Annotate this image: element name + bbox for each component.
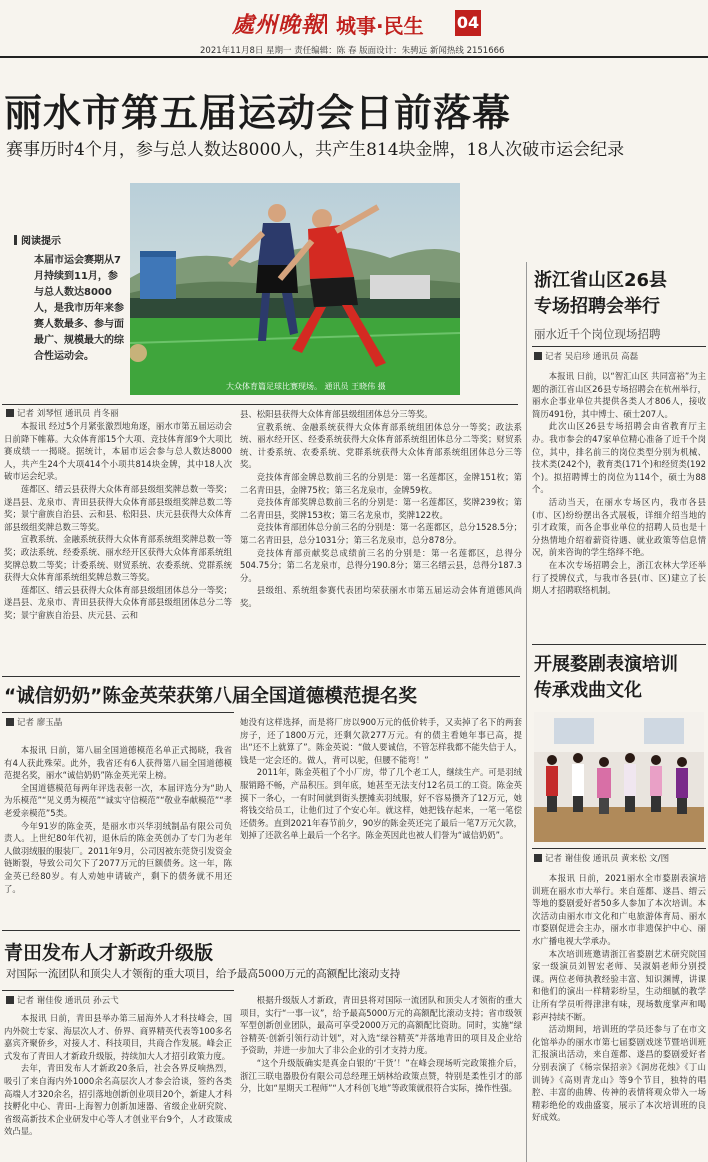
lead-paragraph: 县级组、系统组参赛代表团均荣获丽水市第五届运动会体育道德风尚奖。 (240, 585, 522, 608)
lead-paragraph: 本报讯 经过5个月紧张激烈地角逐，丽水市第五届运动会日前降下帷幕。大众体育部15个大项、竞技体育部9个大项比赛成绩一一揭晓。据统计，本届市运会参与总人数达8000人，共产生24个大项414个小项共814块金牌，其中18人次破市运会纪录。 (4, 421, 232, 482)
section-title: 城事·民生 (336, 14, 424, 38)
sidebar1-body (532, 370, 706, 638)
lead-paragraph: 宣教系统、金融系统获得大众体育部系统组奖牌总数一等奖；政法系统、经委系统、丽水经开区获得大众体育部系统组奖牌总数二等奖；计委系统、财贸系统、农委系统、党群系统获得大众体育部系统组奖牌总数三等奖。 (4, 534, 232, 583)
story2-paragraph: 全国道德模范每两年评选表彰一次，本届评选分为“助人为乐模范”“见义勇为模范”“诚实守信模范”“敬业奉献模范”“孝老爱亲模范”5类。 (4, 782, 232, 818)
byline-marker-icon (6, 409, 14, 417)
lead-paragraph: 竞技体育部奖牌总数前三名的分别是：第一名莲都区，奖牌239枚；第二名青田县，奖牌153枚；第三名龙泉市，奖牌122枚。 (240, 497, 522, 520)
sidebar2-paragraph: 本报讯 日前，2021丽水全市婺剧表演培训班在丽水市大举行。来自莲都、遂昌、缙云等地的婺剧爱好者50多人参加了本次培训。本次活动由丽水市文化和广电旅游体育局、丽水市婺剧促进会主办，丽水市非遗保护中心、丽水广播电视大学承办。 (532, 873, 706, 946)
lead-byline: 记者 刘琴恒 通讯员 肖冬丽 (6, 407, 119, 419)
sidebar1-paragraph: 在本次专场招聘会上，浙江农林大学还举行了授牌仪式，与我市各县(市、区)建立了长期人才招聘联络机制。 (532, 559, 706, 596)
story3-headline: 青田发布人才新政升级版 (4, 942, 214, 964)
issue-info: 2021年11月8日 星期一 责任编辑：陈 春 版面设计：朱骋远 新闻热线 2151666 (200, 46, 505, 56)
newspaper-logo: 處州晚報 (232, 12, 325, 38)
sidebar1-paragraph: 本报讯 日前，以“智汇山区 共同富裕”为主题的浙江省山区26县专场招聘会在杭州举行，丽水企事业单位共提供各类人才806人，接收简历491份，其中博士、硕士207人。 (532, 371, 706, 419)
lead-subheadline: 赛事历时4个月，参与总人数达8000人，共产生814块金牌，18人次破市运会纪录 (6, 140, 625, 160)
photo-caption: 大众体育篇足球比赛现场。 通讯员 王晓伟 摄 (226, 382, 386, 391)
lead-paragraph: 宣教系统、金融系统获得大众体育部系统组团体总分一等奖；政法系统、丽水经开区、经委系统获得大众体育部系统组团体总分二等奖；财贸系统、计委系统、农委系统、党群系统获得大众体育部系统组团体总分三等奖。 (240, 421, 522, 470)
sidebar1-byline: 记者 吴启珍 通讯员 高磊 (534, 350, 638, 362)
story2-byline: 记者 廖玉晶 (6, 716, 62, 728)
sidebar1-rule (532, 346, 706, 347)
sidebar1-subheadline: 丽水近千个岗位现场招聘 (534, 327, 661, 341)
sidebar1-paragraph: 活动当天，在丽水专场区内，我市各县(市、区)纷纷摆出各式展板，详细介绍当地的引才政策，而各企事业单位的招聘人员也是十分热情地介绍着薪资待遇、就业政策等信息情况，前来咨询的学生络绎不绝。 (532, 496, 706, 558)
sidebar2-body (532, 872, 706, 1160)
opera-training-photo (534, 712, 704, 842)
story3-top-rule (2, 930, 520, 931)
story3-column-1 (4, 1012, 232, 1160)
byline-marker-icon (534, 854, 542, 862)
story3-byline: 记者 谢佳俊 通讯员 孙云弋 (6, 994, 119, 1006)
story2-top-rule (2, 676, 520, 677)
byline-marker-icon (6, 996, 14, 1004)
story2-column-2 (240, 716, 522, 926)
lead-paragraph: 竞技体育部金牌总数前三名的分别是：第一名莲都区，金牌151枚；第二名青田县，金牌75枚；第三名龙泉市，金牌59枚。 (240, 471, 522, 495)
sidebar1-paragraph: 此次山区26县专场招聘会由省教育厅主办。我市参会的47家单位精心准备了近千个岗位，其中，排名前三的岗位类型分别为机械、技术类(242个)，教育类(171个)和经贸类(192个)。拟招聘博士的岗位为114个，硕士为88个。 (532, 421, 706, 495)
story3-paragraph: “这个升级版确实是真金白银的‘干货’！”在峰会现场听完政策推介后，浙江三联电器股份有限公司总经理王炳林给政策点赞，特别是柔性引才的部分，比如“星期天工程师”“人才科创飞地”等政策就很符合实际，操作性强。 (240, 1057, 522, 1094)
story2-column-1 (4, 744, 232, 924)
lead-paragraph: 竞技体育部贡献奖总成绩前三名的分别是：第一名莲都区，总得分504.75分；第二名龙泉市，总得分190.8分；第三名缙云县，总得分187.3分。 (240, 547, 522, 583)
guide-marker-icon (14, 235, 17, 245)
sidebar2-byline: 记者 谢佳俊 通讯员 黄来松 文/图 (534, 852, 669, 864)
story2-paragraph: 她没有这样选择，而是将厂房以900万元的低价转手，又卖掉了名下的两套房子，还了1800万元，还剩欠款277万元。有的债主看她年事已高，提出“还不上就算了”。陈金英说：“做人要诚信，不管怎样我都不能失信于人，钱是一定会还的。做人，背可以驼，但腰不能弯！” (240, 717, 522, 765)
lead-column-1 (4, 420, 232, 668)
sidebar2-top-rule (532, 644, 706, 645)
lead-column-2 (240, 408, 522, 668)
story2-paragraph: 今年91岁的陈金英，是丽水市兴华羽绒制品有限公司负责人。上世纪80年代初，退休后的陈金英创办了专门为老年人做羽绒服的服装厂。2011年9月，公司因被东莞贷引发资金链断裂，导致公司欠下了2077万元的巨额债务。这一年，陈金英已经80岁。有人劝她申请破产，剩下的债务就不用还了。 (4, 820, 232, 894)
story3-paragraph: 本报讯 日前，青田县举办第三届海外人才科技峰会，国内外院士专家、海层次人才、侨界、商界精英代表等100多名嘉宾齐聚侨乡，对接人才、科技项目，共商合作发展。峰会正式发布了青田人才新政升级版，持续加大人才招引政策力度。 (4, 1013, 232, 1061)
story3-byline-rule (2, 990, 234, 991)
lead-headline: 丽水市第五届运动会日前落幕 (4, 91, 512, 135)
column-divider (526, 262, 527, 1162)
story2-paragraph: 本报讯 日前，第八届全国道德模范名单正式揭晓，我省有4人获此殊荣。此外，我省还有6人获得第八届全国道德模范提名奖，丽水“诚信奶奶”陈金英光荣上榜。 (4, 745, 232, 781)
lead-paragraph: 莲都区、缙云县获得大众体育部县级组奖牌总数一等奖；遂昌县、龙泉市、青田县获得大众体育部县级组奖牌总数二等奖；景宁畲族自治县、云和县、松阳县、庆元县获得大众体育部县级组奖牌总数三等奖。 (4, 483, 232, 532)
reading-guide-text: 本届市运会赛期从7月持续到11月，参与总人数达8000人，是我市历年来参赛人数最多、参与面最广、规模最大的综合性运动会。 (34, 255, 124, 362)
sidebar2-headline: 开展婺剧表演培训 传承戏曲文化 (534, 654, 678, 701)
reading-guide-label: 阅读提示 (14, 232, 61, 247)
story3-subheadline: 对国际一流团队和顶尖人才领衔的重大项目，给予最高5000万元的高额配比滚动支持 (6, 968, 401, 980)
byline-marker-icon (534, 352, 542, 360)
football-match-photo (130, 183, 460, 395)
lead-paragraph: 县、松阳县获得大众体育部县级组团体总分三等奖。 (240, 409, 433, 419)
lead-paragraph: 竞技体育部团体总分前三名的分别是：第一名莲都区，总分1528.5分；第二名青田县，总分1031分；第三名龙泉市，总分878分。 (240, 522, 522, 545)
story3-column-2 (240, 994, 522, 1160)
sidebar2-paragraph: 本次培训班邀请浙江省婺剧艺术研究院国家一级演员刘智宏老师、吴淑娟老师分别授课。两位老师执教经验丰富、知识渊博，讲课和他们的演出一样精彩纷呈，生动细腻的教学让所有学员听得津津有味，现场数度掌声和喝彩声持续不断。 (532, 948, 706, 1022)
lead-paragraph: 莲都区、缙云县获得大众体育部县级组团体总分一等奖；遂昌县、龙泉市、青田县获得大众体育部县级组团体总分二等奖；景宁畲族自治县、庆元县、云和 (4, 584, 232, 620)
story2-paragraph: 2011年，陈金英租了个小厂房，带了几个老工人，继续生产。可是羽绒服销路不畅，产品积压。到年底，她甚至无法支付12名员工的工资。陈金英摸下一条心，一有时间就到街头摆摊卖羽绒服，好不容易攒齐了12万元，她将钱交给员工，让他们过了个安心年。就这样，她把钱存起来，一笔一笔偿还债务。直到2021年春节前夕，90岁的陈金英还完了最后一笔7万元欠款，划掉了还款名单上最后一个名字。陈金英因此也被人们誉为“诚信奶奶”。 (240, 767, 522, 841)
story3-paragraph: 去年，青田发布人才新政20条后，社会各界反响热烈，吸引了来自海内外1000余名高层次人才参会洽谈，签约各类高端人才320余名，招引落地创新创业项目20个，新建人才科技孵化中心、青田-上海智力创新加速器、省级企业研究院、省级高新技术企业研发中心等人才创业平台9个，人才政策成效凸显。 (4, 1063, 232, 1137)
sidebar1-headline: 浙江省山区26县 专场招聘会举行 (534, 270, 668, 317)
story3-paragraph: 根据升级版人才新政，青田县将对国际一流团队和顶尖人才领衔的重大项目，实行“一事一议”，给予最高5000万元的高额配比滚动支持；省市级领军型创新创业团队，最高可享受2000万元的高额配比资助。同时，实施“绿谷精英·创新引领行动计划”，对入选“绿谷精英”并落地青田的项目及企业给予资助，并进一步加大了非公企业的引才支持力度。 (240, 995, 522, 1056)
sidebar2-paragraph: 活动期间，培训班的学员还参与了在市文化馆举办的丽水市第七届婺剧戏迷节暨培训班汇报演出活动，来自莲都、遂昌的婺剧爱好者分别表演了《杨宗保招亲》《洞房花烛》《丁山训铸》《高则青龙山》等9个节目，独特的唱腔、丰富的曲牌、传神的表情将观众带入一场精彩绝伦的戏曲盛宴，展示了本次培训班的良好成效。 (532, 1024, 706, 1123)
masthead-divider (325, 14, 327, 34)
story2-byline-rule (2, 712, 234, 713)
sidebar2-rule (532, 848, 706, 849)
page-number: 04 (455, 10, 481, 36)
masthead-rule (0, 56, 708, 58)
lead-top-rule (2, 404, 518, 405)
byline-marker-icon (6, 718, 14, 726)
story2-headline: “诚信奶奶”陈金英荣获第八届全国道德模范提名奖 (4, 686, 417, 707)
